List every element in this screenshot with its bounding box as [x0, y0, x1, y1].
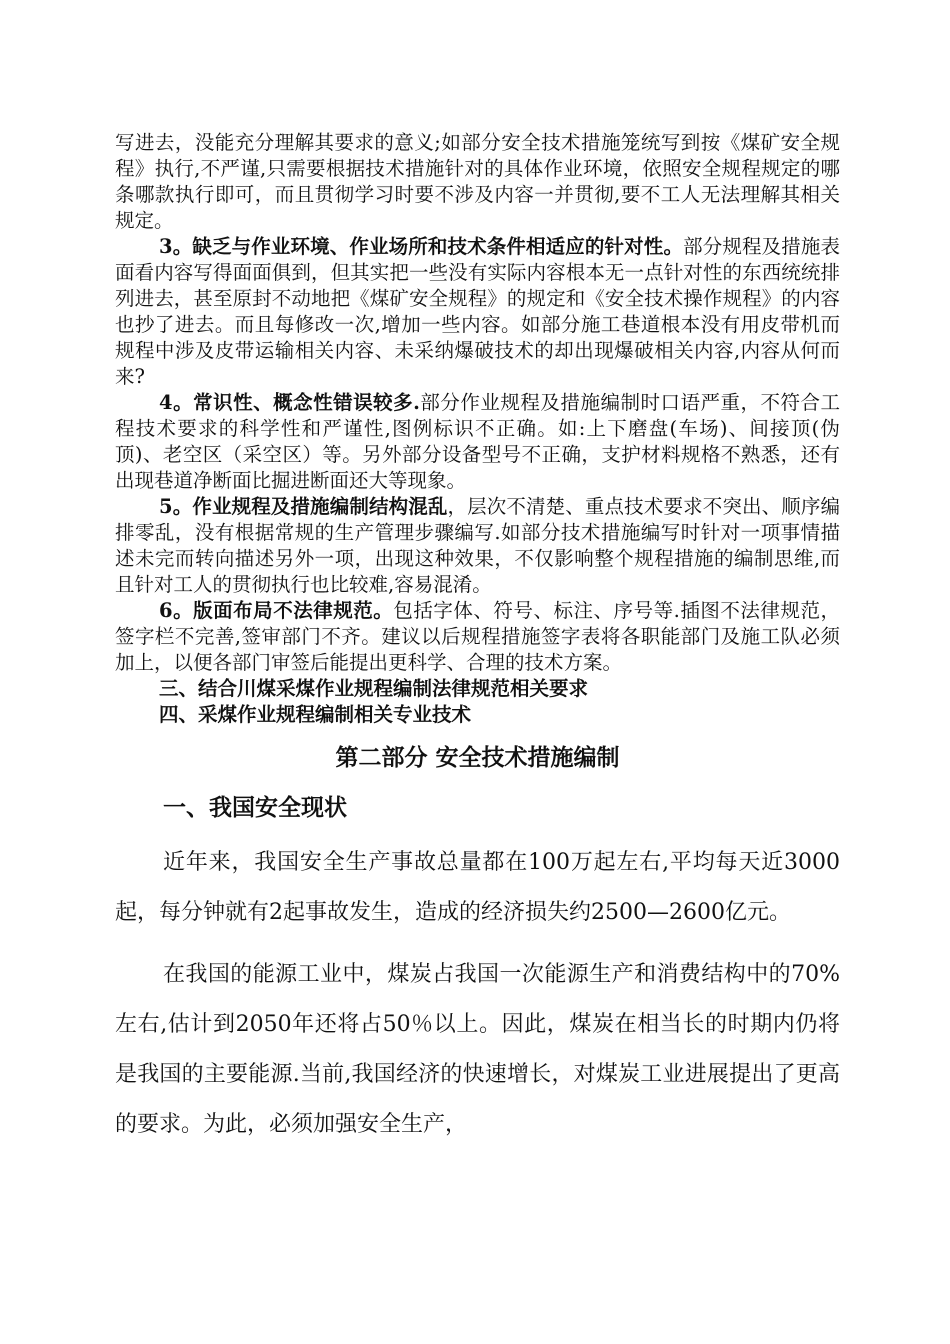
- spacer: [115, 826, 840, 838]
- item-6-body: 包括字体、符号、标注、序号等.插图不法律规范，签字栏不完善,签审部门不齐。建议以后规程措施签字表将各职能部门及施工队必须加上，以便各部门审签后能提出更科学、合理的技术方案。: [115, 599, 840, 674]
- intro-paragraph: 写进去，没能充分理解其要求的意义;如部分安全技术措施笼统写到按《煤矿安全规程》执行,不严谨,只需要根据技术措施针对的具体作业环境，依照安全规程规定的哪条哪款执行即可，而且贯彻学习时要不涉及内容一并贯彻,要不工人无法理解其相关规定。: [115, 131, 840, 232]
- safety-status-paragraph: 近年来，我国安全生产事故总量都在100万起左右,平均每天近3000起，每分钟就有2起事故发生，造成的经济损失约2500—2600亿元。: [115, 850, 840, 925]
- item-5-heading: 5。作业规程及措施编制结构混乱: [159, 495, 448, 518]
- coal-energy-paragraph: 在我国的能源工业中，煤炭占我国一次能源生产和消费结构中的70%左右,估计到2050年还将占50％以上。因此，煤炭在相当长的时期内仍将是我国的主要能源.当前,我国经济的快速增长，对煤炭工业进展提出了更高的要求。为此，必须加强安全生产，: [115, 962, 840, 1137]
- item-3-body: 部分规程及措施表面看内容写得面面俱到，但其实把一些没有实际内容根本无一点针对性的东西统统排列进去，甚至原封不动地把《煤矿安全规程》的规定和《安全技术操作规程》的内容也抄了进去。而且每修改一次,增加一些内容。如部分施工巷道根本没有用皮带机而规程中涉及皮带运输相关内容、未采纳爆破技术的却出现爆破相关内容,内容从何而来?: [115, 235, 840, 388]
- item-6-heading: 6。版面布局不法律规范。: [159, 599, 394, 622]
- document-page: [115, 130, 840, 1150]
- item-4-heading: 4。常识性、概念性错误较多.: [159, 391, 420, 414]
- item-6-paragraph: [115, 598, 840, 676]
- part-two-title: 第二部分 安全技术措施编制: [335, 744, 620, 771]
- item-5-paragraph: [115, 494, 840, 598]
- item-5-body: ，层次不清楚、重点技术要求不突出、顺序编排零乱，没有根据常规的生产管理步骤编写.如部分技术措施编写时针对一项事情描述未完而转向描述另外一项，出现这种效果，不仅影响整个规程措施的编制思维,而且针对工人的贯彻执行也比较难,容易混淆。: [115, 495, 840, 596]
- spacer: [115, 938, 840, 950]
- heading-four: 四、采煤作业规程编制相关专业技术: [159, 703, 472, 726]
- section-one-title: 一、我国安全现状: [163, 794, 347, 821]
- item-3-heading: 3。缺乏与作业环境、作业场所和技术条件相适应的针对性。: [159, 235, 684, 258]
- item-4-body: 部分作业规程及措施编制时口语严重，不符合工程技术要求的科学性和严谨性,图例标识不正确。如:上下磨盘(车场)、间接顶(伪顶)、老空区（采空区）等。另外部分设备型号不正确，支护材料规格不熟悉，还有出现巷道净断面比掘进断面还大等现象。: [115, 391, 840, 492]
- heading-three: 三、结合川煤采煤作业规程编制法律规范相关要求: [159, 677, 589, 700]
- item-4-paragraph: [115, 390, 840, 494]
- item-3-paragraph: [115, 234, 840, 390]
